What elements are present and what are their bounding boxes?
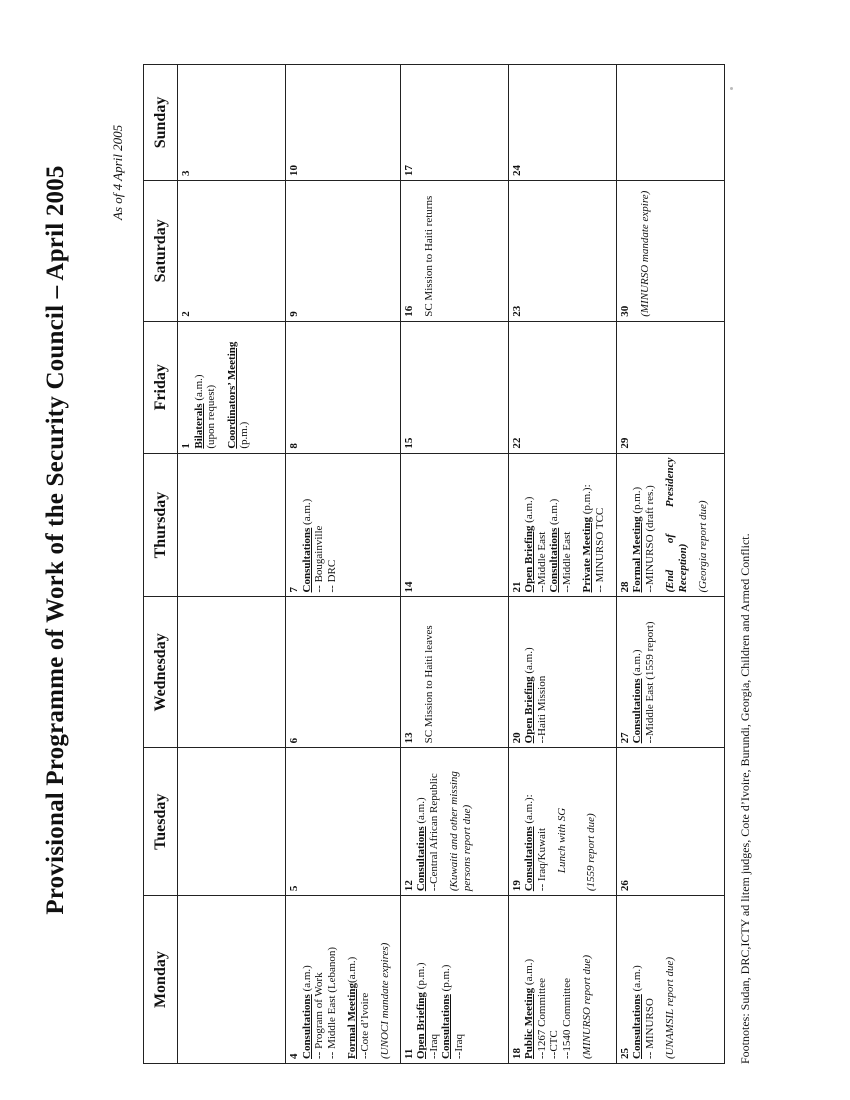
day-header-sunday: Sunday [144, 65, 178, 181]
event-item: -- Bougainville [313, 525, 326, 593]
event-item: -- DRC [325, 559, 338, 593]
day-header-friday: Friday [144, 321, 178, 453]
event-time: (a.m.) [300, 498, 313, 528]
date-number: 8 [288, 443, 301, 449]
date-number: 17 [402, 164, 415, 176]
date-number: 12 [402, 880, 415, 892]
event-time: (a.m.) [631, 649, 644, 679]
week-row [508, 65, 616, 1064]
event-note: (Georgia report due) [697, 500, 710, 593]
date-number: 24 [510, 164, 523, 176]
day-cell-28 [616, 453, 724, 597]
event-item: -- MINURSO TCC [593, 507, 606, 593]
day-header-row [144, 65, 178, 1064]
date-number: 19 [510, 880, 523, 892]
day-cell-2 [178, 180, 286, 321]
day-cell-21 [508, 453, 616, 597]
date-number: 26 [618, 880, 631, 892]
date-number: 15 [402, 437, 415, 449]
date-number: 27 [618, 732, 631, 744]
day-cell-27 [616, 597, 724, 748]
event-item: -- MINURSO [643, 998, 656, 1059]
week-row [400, 65, 508, 1064]
date-number: 1 [180, 443, 192, 449]
event-item: -- Program of Work [313, 972, 326, 1059]
event-title: Public Meeting [523, 987, 536, 1059]
date-number: 29 [618, 437, 631, 449]
scan-speck [730, 87, 733, 90]
event-title: Open Briefing [415, 992, 428, 1059]
event-time: (p.m.): [581, 484, 594, 518]
day-cell-1 [178, 321, 286, 453]
date-number: 9 [288, 311, 301, 317]
day-cell-6 [286, 597, 401, 748]
event-note: (1559 report due) [584, 813, 597, 892]
event-item: -- Middle East (Lebanon) [325, 946, 338, 1059]
event-item: --Middle East [560, 531, 573, 593]
event-item: --Cote d’Ivoire [358, 992, 371, 1059]
date-number: 18 [510, 1048, 523, 1059]
day-cell-30 [616, 180, 724, 321]
date-number: 10 [288, 164, 301, 176]
event-item: -- Iraq/Kuwait [535, 827, 548, 892]
event-time: (a.m.) [523, 958, 536, 988]
date-number: 13 [402, 732, 415, 744]
day-cell-5 [286, 748, 401, 896]
event-item: --1267 Committee [535, 978, 548, 1059]
event-title: Open Briefing [523, 676, 536, 744]
day-header-monday: Monday [144, 896, 178, 1064]
day-cell-26 [616, 748, 724, 896]
date-number: 2 [180, 311, 192, 317]
event-note: Lunch with SG [556, 807, 569, 874]
event-time: (a.m.) [548, 498, 561, 528]
date-number: 23 [510, 305, 523, 317]
day-cell-29 [616, 321, 724, 453]
event-title: Bilaterals [192, 403, 205, 449]
date-number: 6 [288, 737, 301, 744]
day-cell-9 [286, 180, 401, 321]
date-number: 11 [402, 1048, 415, 1059]
event-item: --Iraq [427, 1033, 440, 1059]
event-title: Formal Meeting [631, 516, 644, 593]
event-title: Consultations [300, 994, 313, 1059]
day-cell-22 [508, 321, 616, 453]
event-time: (a.m.) [631, 965, 644, 995]
event-title: Consultations [523, 826, 536, 892]
event-title: Coordinators’ Meeting [225, 341, 238, 449]
page-title: Provisional Programme of Work of the Security Council – April 2005 [42, 165, 69, 915]
day-header-wednesday: Wednesday [144, 597, 178, 748]
footnote: Footnotes: Sudan, DRC,ICTY ad litem judges, Cote d’Ivoire, Burundi, Georgia, Children and Armed Conflict. [738, 533, 752, 1064]
day-cell-14 [400, 453, 508, 597]
event-item: SC Mission to Haiti returns [423, 195, 436, 317]
day-cell-11 [400, 896, 508, 1064]
date-number: 21 [510, 581, 523, 593]
event-time: (a.m.) [523, 647, 536, 677]
day-cell-17 [400, 65, 508, 181]
event-time: (a.m.) [523, 496, 536, 526]
event-item: --MINURSO (draft res.) [643, 485, 656, 593]
calendar-table [143, 64, 725, 1064]
event-note: (upon request) [205, 384, 217, 449]
day-cell-3 [178, 65, 286, 181]
event-title: Private Meeting [581, 517, 594, 593]
event-item: --Central African Republic [427, 773, 440, 892]
date-number: 20 [510, 732, 523, 744]
event-time: (p.m.) [440, 964, 453, 995]
day-cell-23 [508, 180, 616, 321]
event-title: Consultations [300, 527, 313, 593]
day-cell-25 [616, 896, 724, 1064]
event-note: (UNOCI mandate expires) [379, 942, 392, 1059]
event-item: --CTC [548, 1030, 561, 1059]
event-item: SC Mission to Haiti leaves [423, 625, 436, 744]
event-item: --Iraq [452, 1033, 465, 1059]
date-number: 30 [618, 305, 631, 317]
event-time: (a.m.) [346, 956, 359, 983]
date-number: 3 [180, 170, 192, 176]
as-of-date: As of 4 April 2005 [110, 124, 125, 220]
event-item: --Haiti Mission [535, 675, 548, 744]
day-cell-empty [178, 453, 286, 597]
event-title: Consultations [440, 994, 453, 1059]
event-item: --Middle East [535, 531, 548, 593]
day-cell-8 [286, 321, 401, 453]
day-cell-20 [508, 597, 616, 748]
day-cell-empty [178, 748, 286, 896]
event-time: (p.m.) [238, 421, 250, 449]
event-time: (a.m.) [300, 965, 313, 995]
day-cell-7 [286, 453, 401, 597]
day-header-thursday: Thursday [144, 453, 178, 597]
day-cell-18 [508, 896, 616, 1064]
date-number: 16 [402, 305, 415, 317]
date-number: 25 [618, 1048, 631, 1059]
event-title: Consultations [631, 994, 644, 1059]
date-number: 14 [402, 581, 415, 593]
day-cell-empty [178, 597, 286, 748]
day-cell-12 [400, 748, 508, 896]
day-header-tuesday: Tuesday [144, 748, 178, 896]
event-time: (a.m.) [192, 374, 205, 404]
day-cell-13 [400, 597, 508, 748]
event-note: (End of Presidency Reception) [664, 457, 689, 593]
event-note: (Kuwaiti and other missing persons report due) [448, 771, 473, 892]
event-time: (p.m.) [415, 962, 428, 993]
date-number: 7 [288, 586, 301, 593]
day-header-saturday: Saturday [144, 180, 178, 321]
day-cell-24 [508, 65, 616, 181]
day-cell-empty [178, 896, 286, 1064]
event-title: Consultations [415, 826, 428, 892]
day-cell-19 [508, 748, 616, 896]
event-note: (UNAMSIL report due) [664, 956, 677, 1059]
day-cell-empty [616, 65, 724, 181]
event-item: --Middle East (1559 report) [643, 621, 656, 744]
date-number: 28 [618, 581, 631, 593]
event-title: Consultations [631, 678, 644, 744]
event-time: (a.m.): [523, 794, 536, 827]
event-title: Formal Meeting [346, 982, 359, 1059]
week-row [286, 65, 401, 1064]
day-cell-10 [286, 65, 401, 181]
date-number: 4 [288, 1053, 301, 1059]
event-title: Open Briefing [523, 525, 536, 593]
week-row [616, 65, 724, 1064]
event-item: --1540 Committee [560, 978, 573, 1059]
event-time: (a.m.) [415, 797, 428, 827]
day-cell-16 [400, 180, 508, 321]
date-number: 22 [510, 437, 523, 449]
event-note: (MINURSO mandate expire) [639, 190, 652, 317]
event-time: (p.m.) [631, 486, 644, 517]
date-number: 5 [288, 885, 301, 892]
day-cell-15 [400, 321, 508, 453]
day-cell-4 [286, 896, 401, 1064]
event-note: (MINURSO report due) [581, 954, 594, 1059]
event-title: Consultations [548, 527, 561, 593]
week-row [178, 65, 286, 1064]
